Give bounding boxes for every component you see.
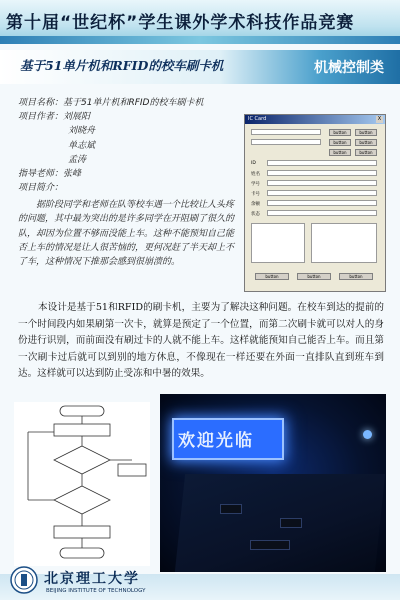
category-label: 机械控制类 xyxy=(314,60,384,76)
field-label: 状态 xyxy=(251,212,260,217)
flow-start xyxy=(60,406,104,416)
flowchart-svg xyxy=(14,402,150,566)
body-paragraph: 本设计是基于51和RFID的刷卡机，主要为了解决这种问题。在校车到达的提前的一个时间段内如果刷第一次卡，就算是预定了一个位置，而第二次刷卡就可以对人的身份进行识别，而前面没有刷过卡的人就不能上车。这样就能预知自己能否上车。而且第一次刷卡过后就可以到别的地方休息，不像现在一样还要在外面一直排队直到班车到达。这样就可以达到防止受冻和中暑的效果。 xyxy=(18,302,384,380)
name-label: 项目名称： xyxy=(18,98,64,108)
window-button-4[interactable]: button xyxy=(355,139,377,146)
window-input[interactable] xyxy=(251,129,321,135)
flow-decision xyxy=(54,486,110,514)
project-title: 基于51单片机和RFID的校车刷卡机 xyxy=(20,58,224,73)
intro-text: 据阶段同学和老师在队等校车遇一个比较让人头疼的问题，其中最为突出的是许多同学在开阻刷了很久的队，却因为位置不够而没能上车。这种不能预知自己能否上车的情况是让人很苦恼的，更何况赶了半天却上不了车，这种情况下推那会感到很崩溃的。 xyxy=(18,200,235,268)
author-2: 刘晓舟 xyxy=(68,126,96,137)
window-button-1[interactable]: button xyxy=(329,129,351,136)
school-name-en: BEIJING INSTITUTE OF TECHNOLOGY xyxy=(46,588,146,594)
window-list[interactable] xyxy=(311,223,377,263)
window-button-6[interactable]: button xyxy=(355,149,377,156)
indicator-led-icon xyxy=(363,430,372,439)
window-button-2[interactable]: button xyxy=(355,129,377,136)
field-input[interactable] xyxy=(267,210,377,216)
info-row-author-2 xyxy=(18,124,240,138)
logo-svg xyxy=(10,566,38,594)
field-label: ID xyxy=(251,161,256,166)
school-name-cn: 北京理工大学 xyxy=(44,571,140,587)
info-row-author-3 xyxy=(18,139,240,153)
author-3: 单志斌 xyxy=(68,140,96,151)
window-input[interactable] xyxy=(251,139,321,145)
flow-process xyxy=(54,526,110,538)
field-label: 学号 xyxy=(251,182,260,187)
author-4: 孟涛 xyxy=(68,154,87,165)
info-row-author-4 xyxy=(18,153,240,167)
close-button[interactable]: X xyxy=(377,116,382,122)
field-input[interactable] xyxy=(267,170,377,176)
flow-process xyxy=(118,464,146,476)
field-label: 姓名 xyxy=(251,172,260,177)
bottom-button-3[interactable]: button xyxy=(339,273,373,280)
window-titlebar: IC Card xyxy=(245,115,385,124)
university-logo-icon xyxy=(10,566,38,594)
project-info xyxy=(18,96,240,195)
info-row-advisor xyxy=(18,167,240,181)
header-swoosh xyxy=(0,36,400,44)
info-row-name xyxy=(18,96,240,110)
field-input[interactable] xyxy=(267,160,377,166)
field-input[interactable] xyxy=(267,200,377,206)
authors-label: 项目作者： xyxy=(18,112,64,123)
flowchart xyxy=(14,402,150,566)
field-input[interactable] xyxy=(267,180,377,186)
bottom-button-1[interactable]: button xyxy=(255,273,289,280)
advisor-value: 张峰 xyxy=(63,169,82,180)
window-button-3[interactable]: button xyxy=(329,139,351,146)
flow-decision xyxy=(54,446,110,474)
author-1: 刘展阳 xyxy=(63,112,91,123)
chip-icon xyxy=(220,504,242,514)
poster-title: 第十届“世纪杯”学生课外学术科技作品竞赛 xyxy=(6,13,355,33)
info-row-authors xyxy=(18,110,240,124)
window-button-5[interactable]: button xyxy=(329,149,351,156)
flow-process xyxy=(54,424,110,436)
bottom-button-2[interactable]: button xyxy=(297,273,331,280)
field-label: 余额 xyxy=(251,202,260,207)
info-row-intro xyxy=(18,181,240,195)
flow-end xyxy=(60,548,104,558)
advisor-label: 指导老师： xyxy=(18,169,64,180)
lcd-text: 欢迎光临 xyxy=(178,431,254,451)
chip-icon xyxy=(280,518,302,528)
hardware-photo xyxy=(160,394,386,572)
chip-icon xyxy=(250,540,290,550)
window-list[interactable] xyxy=(251,223,305,263)
field-input[interactable] xyxy=(267,190,377,196)
intro-label: 项目简介： xyxy=(18,183,64,194)
field-label: 卡号 xyxy=(251,192,260,197)
name-value: 基于51单片机和RFID的校车刷卡机 xyxy=(63,98,204,108)
software-window xyxy=(244,114,386,292)
